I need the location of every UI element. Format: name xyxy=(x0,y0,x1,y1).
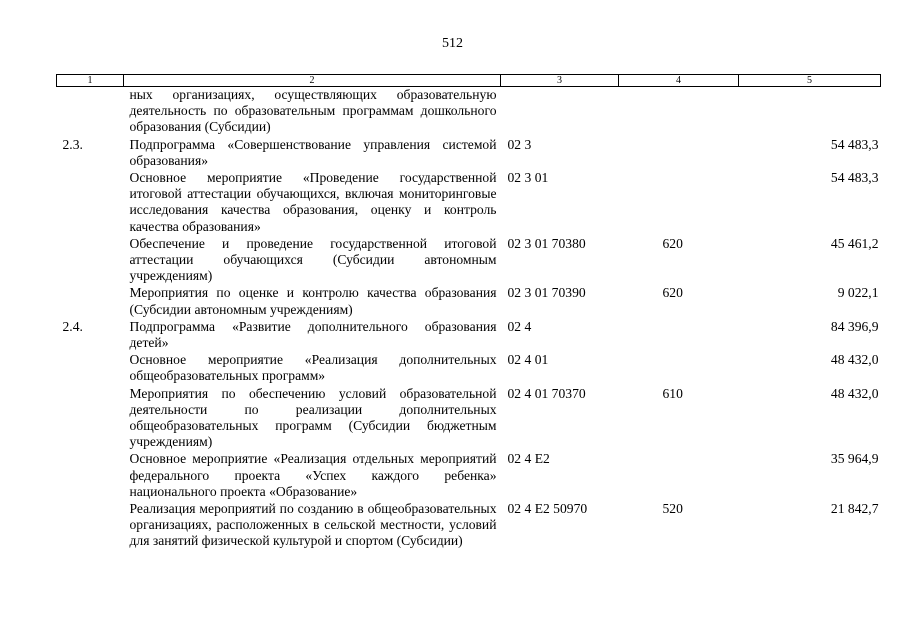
table-row xyxy=(57,352,881,385)
row-code: 02 4 E2 50970 xyxy=(507,501,588,517)
row-number xyxy=(57,386,124,452)
table-row xyxy=(57,451,881,501)
row-amount xyxy=(739,87,881,137)
row-code: 02 4 01 xyxy=(507,352,549,368)
row-name: Основное мероприятие «Реализация отдельных мероприятий федерального проекта «Успех каждого ребенка» национального проекта «Образование» xyxy=(129,451,497,499)
row-code: 02 3 01 70390 xyxy=(507,285,586,301)
column-header-1: 1 xyxy=(57,75,124,87)
row-number xyxy=(57,352,124,385)
row-number: 2.3. xyxy=(62,136,83,152)
row-name: Основное мероприятие «Проведение государственной итоговой аттестации обучающихся, включая мониторинговые исследования качества образования, оценку и контроль качества образования» xyxy=(129,170,497,234)
column-header-2: 2 xyxy=(124,75,501,87)
row-code: 02 3 01 70380 xyxy=(507,235,586,251)
row-name: Основное мероприятие «Реализация дополнительных общеобразовательных программ» xyxy=(129,352,497,384)
row-expense-type xyxy=(619,352,739,385)
row-name: Подпрограмма «Совершенствование управления системой образования» xyxy=(129,136,497,168)
row-amount: 9 022,1 xyxy=(837,285,879,301)
table-row xyxy=(57,137,881,170)
row-code xyxy=(501,87,619,137)
row-expense-type xyxy=(619,170,739,236)
row-name: Обеспечение и проведение государственной итоговой аттестации обучающихся (Субсидии автономным учреждениям) xyxy=(129,235,497,284)
table-row xyxy=(57,386,881,452)
table-row xyxy=(57,87,881,137)
row-code: 02 3 xyxy=(507,136,532,152)
row-expense-type xyxy=(619,137,739,170)
column-header-3: 3 xyxy=(501,75,619,87)
header-row xyxy=(57,75,881,87)
budget-table xyxy=(56,74,881,551)
row-number xyxy=(57,451,124,501)
row-number xyxy=(57,501,124,551)
row-number: 2.4. xyxy=(62,318,83,334)
row-name: Мероприятия по оценке и контролю качества образования (Субсидии автономным учреждениям) xyxy=(129,285,497,317)
page-number: 512 xyxy=(442,36,463,51)
row-amount: 35 964,9 xyxy=(830,451,879,467)
column-header-5: 5 xyxy=(739,75,881,87)
row-amount: 48 432,0 xyxy=(830,352,879,368)
row-number xyxy=(57,87,124,137)
row-code: 02 3 01 xyxy=(507,170,549,186)
row-expense-type: 620 xyxy=(662,235,683,251)
table-header xyxy=(57,75,881,87)
row-name: ных организациях, осуществляющих образовательную деятельность по образовательным программам дошкольного образования (Субсидии) xyxy=(129,87,497,135)
table-body xyxy=(57,87,881,551)
row-amount: 54 483,3 xyxy=(830,170,879,186)
row-name: Реализация мероприятий по созданию в общеобразовательных организациях, расположенных в сельской местности, условий для занятий физической культурой и спортом (Субсидии) xyxy=(129,501,497,549)
row-amount: 54 483,3 xyxy=(830,136,879,152)
row-code: 02 4 E2 xyxy=(507,451,550,467)
row-number xyxy=(57,285,124,318)
row-expense-type: 520 xyxy=(662,501,683,517)
table-row xyxy=(57,170,881,236)
table-row xyxy=(57,285,881,318)
row-name: Мероприятия по обеспечению условий образовательной деятельности по реализации дополнительных общеобразовательных программ (Субсидии бюджетным учреждениям) xyxy=(129,385,497,450)
row-amount: 48 432,0 xyxy=(830,385,879,401)
column-header-4: 4 xyxy=(619,75,739,87)
row-name: Подпрограмма «Развитие дополнительного образования детей» xyxy=(129,318,497,351)
row-number xyxy=(57,170,124,236)
row-amount: 45 461,2 xyxy=(830,235,879,251)
row-code: 02 4 01 70370 xyxy=(507,385,586,401)
row-expense-type xyxy=(619,87,739,137)
table-row xyxy=(57,319,881,352)
row-amount: 84 396,9 xyxy=(830,318,879,334)
row-expense-type: 610 xyxy=(662,385,683,401)
table-row xyxy=(57,236,881,286)
row-amount: 21 842,7 xyxy=(830,501,879,517)
row-code: 02 4 xyxy=(507,318,532,334)
row-expense-type: 620 xyxy=(662,285,683,301)
row-expense-type xyxy=(619,451,739,501)
row-number xyxy=(57,236,124,286)
table-row xyxy=(57,501,881,551)
row-expense-type xyxy=(619,319,739,352)
